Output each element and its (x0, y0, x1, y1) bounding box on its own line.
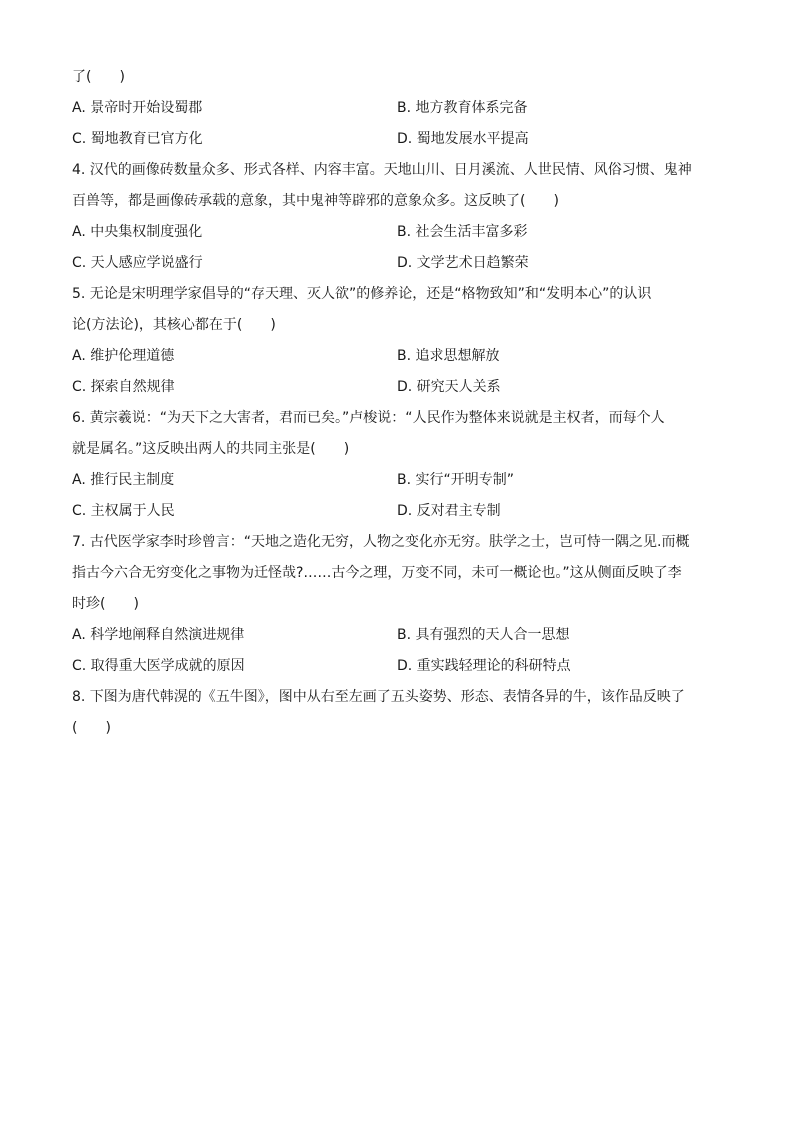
q5-option-b[interactable]: B. 追求思想解放 (397, 348, 500, 364)
q6-options (72, 465, 722, 527)
q7-option-d[interactable]: D. 重实践轻理论的科研特点 (397, 658, 571, 674)
q7-stem-line-2: 指古今六合无穷变化之事物为迁怪哉?……古今之理，万变不同，未可一概论也。”这从侧面反映了李 (72, 565, 682, 581)
q7-option-c[interactable]: C. 取得重大医学成就的原因 (72, 658, 245, 674)
q5-option-a[interactable]: A. 维护伦理道德 (72, 348, 175, 364)
q6-option-c[interactable]: C. 主权属于人民 (72, 503, 175, 519)
q3-option-a[interactable]: A. 景帝时开始设蜀郡 (72, 100, 203, 116)
q4-option-d[interactable]: D. 文学艺术日趋繁荣 (397, 255, 529, 271)
q5-option-d[interactable]: D. 研究天人关系 (397, 379, 501, 395)
q5-stem-line-1: 5. 无论是宋明理学家倡导的“存天理、灭人欲”的修养论，还是“格物致知”和“发明本心”的认识 (72, 286, 652, 302)
q4-option-b[interactable]: B. 社会生活丰富多彩 (397, 224, 528, 240)
q6-option-b[interactable]: B. 实行“开明专制” (397, 472, 515, 488)
q4-options (72, 217, 722, 279)
q3-option-c[interactable]: C. 蜀地教育已官方化 (72, 131, 203, 147)
q8-stem-line-2: ( ) (72, 720, 111, 736)
q7-stem-line-3: 时珍( ) (72, 596, 139, 612)
q3-option-b[interactable]: B. 地方教育体系完备 (397, 100, 528, 116)
q5-options (72, 341, 722, 403)
q3-option-d[interactable]: D. 蜀地发展水平提高 (397, 131, 529, 147)
exam-page (72, 62, 722, 744)
q8-stem-line-1: 8. 下图为唐代韩滉的《五牛图》，图中从右至左画了五头姿势、形态、表情各异的牛，该作品反映了 (72, 689, 685, 705)
q7-options (72, 620, 722, 682)
q6-stem-line-2: 就是属名。”这反映出两人的共同主张是( ) (72, 441, 350, 457)
q4-stem-line-1: 4. 汉代的画像砖数量众多、形式各样、内容丰富。天地山川、日月溪流、人世民情、风俗习惯、鬼神 (72, 162, 692, 178)
q3-options (72, 93, 722, 155)
q5-option-c[interactable]: C. 探索自然规律 (72, 379, 175, 395)
q4-stem-line-2: 百兽等，都是画像砖承载的意象，其中鬼神等辟邪的意象众多。这反映了( ) (72, 193, 559, 209)
q6-option-d[interactable]: D. 反对君主专制 (397, 503, 501, 519)
q7-stem-line-1: 7. 古代医学家李时珍曾言：“天地之造化无穷，人物之变化亦无穷。肤学之士，岂可恃一隅之见.而概 (72, 534, 690, 550)
q7-option-b[interactable]: B. 具有强烈的天人合一思想 (397, 627, 570, 643)
q4-option-c[interactable]: C. 天人感应学说盛行 (72, 255, 203, 271)
q6-option-a[interactable]: A. 推行民主制度 (72, 472, 175, 488)
q5-stem-line-2: 论(方法论)，其核心都在于( ) (72, 317, 276, 333)
q3-stem-end: 了( ) (72, 69, 125, 85)
q6-stem-line-1: 6. 黄宗羲说：“为天下之大害者，君而已矣。”卢梭说：“人民作为整体来说就是主权者，而每个人 (72, 410, 665, 426)
q4-option-a[interactable]: A. 中央集权制度强化 (72, 224, 203, 240)
q7-option-a[interactable]: A. 科学地阐释自然演进规律 (72, 627, 245, 643)
